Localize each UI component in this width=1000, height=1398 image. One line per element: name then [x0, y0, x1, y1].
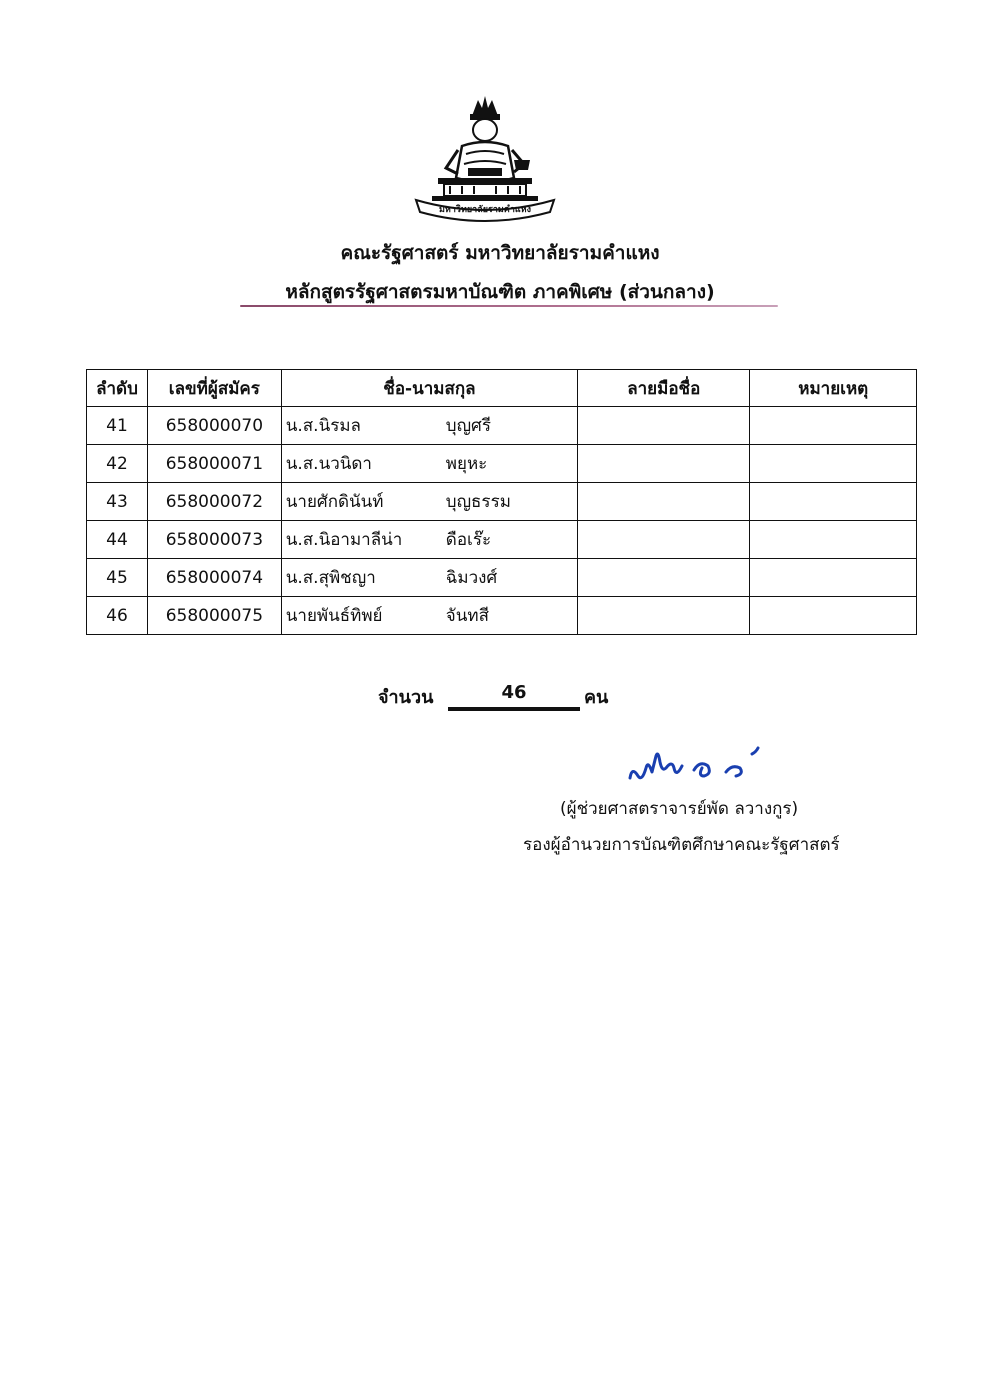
row-number: 42 [87, 445, 148, 483]
row-number: 43 [87, 483, 148, 521]
svg-text:มหาวิทยาลัยรามคำแหง: มหาวิทยาลัยรามคำแหง [438, 205, 532, 215]
column-header-remarks: หมายเหตุ [750, 370, 917, 407]
applicant-id: 658000072 [147, 483, 281, 521]
first-name: น.ส.นิรมล [285, 416, 361, 436]
applicant-name [281, 559, 577, 597]
table-header-row [87, 370, 917, 407]
applicant-name [281, 445, 577, 483]
remarks-cell [750, 597, 917, 635]
applicant-id: 658000070 [147, 407, 281, 445]
applicant-name [281, 521, 577, 559]
table-row [87, 445, 917, 483]
last-name: ฉิมวงศ์ [445, 568, 498, 588]
last-name: จันทสี [445, 606, 489, 626]
signer-title: รองผู้อำนวยการบัณฑิตศึกษาคณะรัฐศาสตร์ [523, 835, 840, 855]
remarks-cell [750, 483, 917, 521]
applicant-id: 658000074 [147, 559, 281, 597]
column-header-full-name: ชื่อ-นามสกุล [281, 370, 577, 407]
table-row [87, 483, 917, 521]
column-header-signature: ลายมือชื่อ [578, 370, 750, 407]
program-heading: หลักสูตรรัฐศาสตรมหาบัณฑิต ภาคพิเศษ (ส่วนกลาง) [285, 281, 715, 303]
signature-cell [578, 559, 750, 597]
signature-cell [578, 483, 750, 521]
count-value: 46 [448, 682, 580, 711]
table-row [87, 559, 917, 597]
applicant-name [281, 483, 577, 521]
table-row [87, 597, 917, 635]
applicant-id: 658000075 [147, 597, 281, 635]
remarks-cell [750, 559, 917, 597]
heading-underline [240, 305, 778, 307]
last-name: บุญศรี [445, 416, 491, 436]
applicant-name [281, 597, 577, 635]
count-label: จำนวน [378, 687, 434, 708]
first-name: นายศักดินันท์ [285, 492, 384, 512]
faculty-heading: คณะรัฐศาสตร์ มหาวิทยาลัยรามคำแหง [340, 242, 660, 264]
row-number: 44 [87, 521, 148, 559]
last-name: บุญธรรม [445, 492, 511, 512]
signer-name: (ผู้ช่วยศาสตราจารย์พัด ลวางกูร) [560, 799, 799, 819]
column-header-no: ลำดับ [87, 370, 148, 407]
applicant-name [281, 407, 577, 445]
university-seal-icon [410, 94, 560, 222]
last-name: พยุหะ [445, 454, 488, 474]
first-name: น.ส.สุพิชญา [285, 568, 376, 588]
remarks-cell [750, 407, 917, 445]
applicant-id: 658000071 [147, 445, 281, 483]
table-row [87, 407, 917, 445]
handwritten-signature-icon [622, 738, 772, 788]
row-number: 41 [87, 407, 148, 445]
row-number: 46 [87, 597, 148, 635]
signature-cell [578, 521, 750, 559]
count-unit: คน [584, 687, 609, 708]
row-number: 45 [87, 559, 148, 597]
remarks-cell [750, 445, 917, 483]
last-name: ดือเร๊ะ [445, 530, 492, 550]
table-row [87, 521, 917, 559]
remarks-cell [750, 521, 917, 559]
first-name: น.ส.นวนิดา [285, 454, 372, 474]
applicant-id: 658000073 [147, 521, 281, 559]
signature-cell [578, 597, 750, 635]
first-name: น.ส.นิอามาลีน่า [285, 530, 403, 550]
column-header-applicant-id: เลขที่ผู้สมัคร [147, 370, 281, 407]
applicant-table [86, 369, 917, 635]
signature-cell [578, 407, 750, 445]
signature-cell [578, 445, 750, 483]
first-name: นายพันธ์ทิพย์ [285, 606, 383, 626]
